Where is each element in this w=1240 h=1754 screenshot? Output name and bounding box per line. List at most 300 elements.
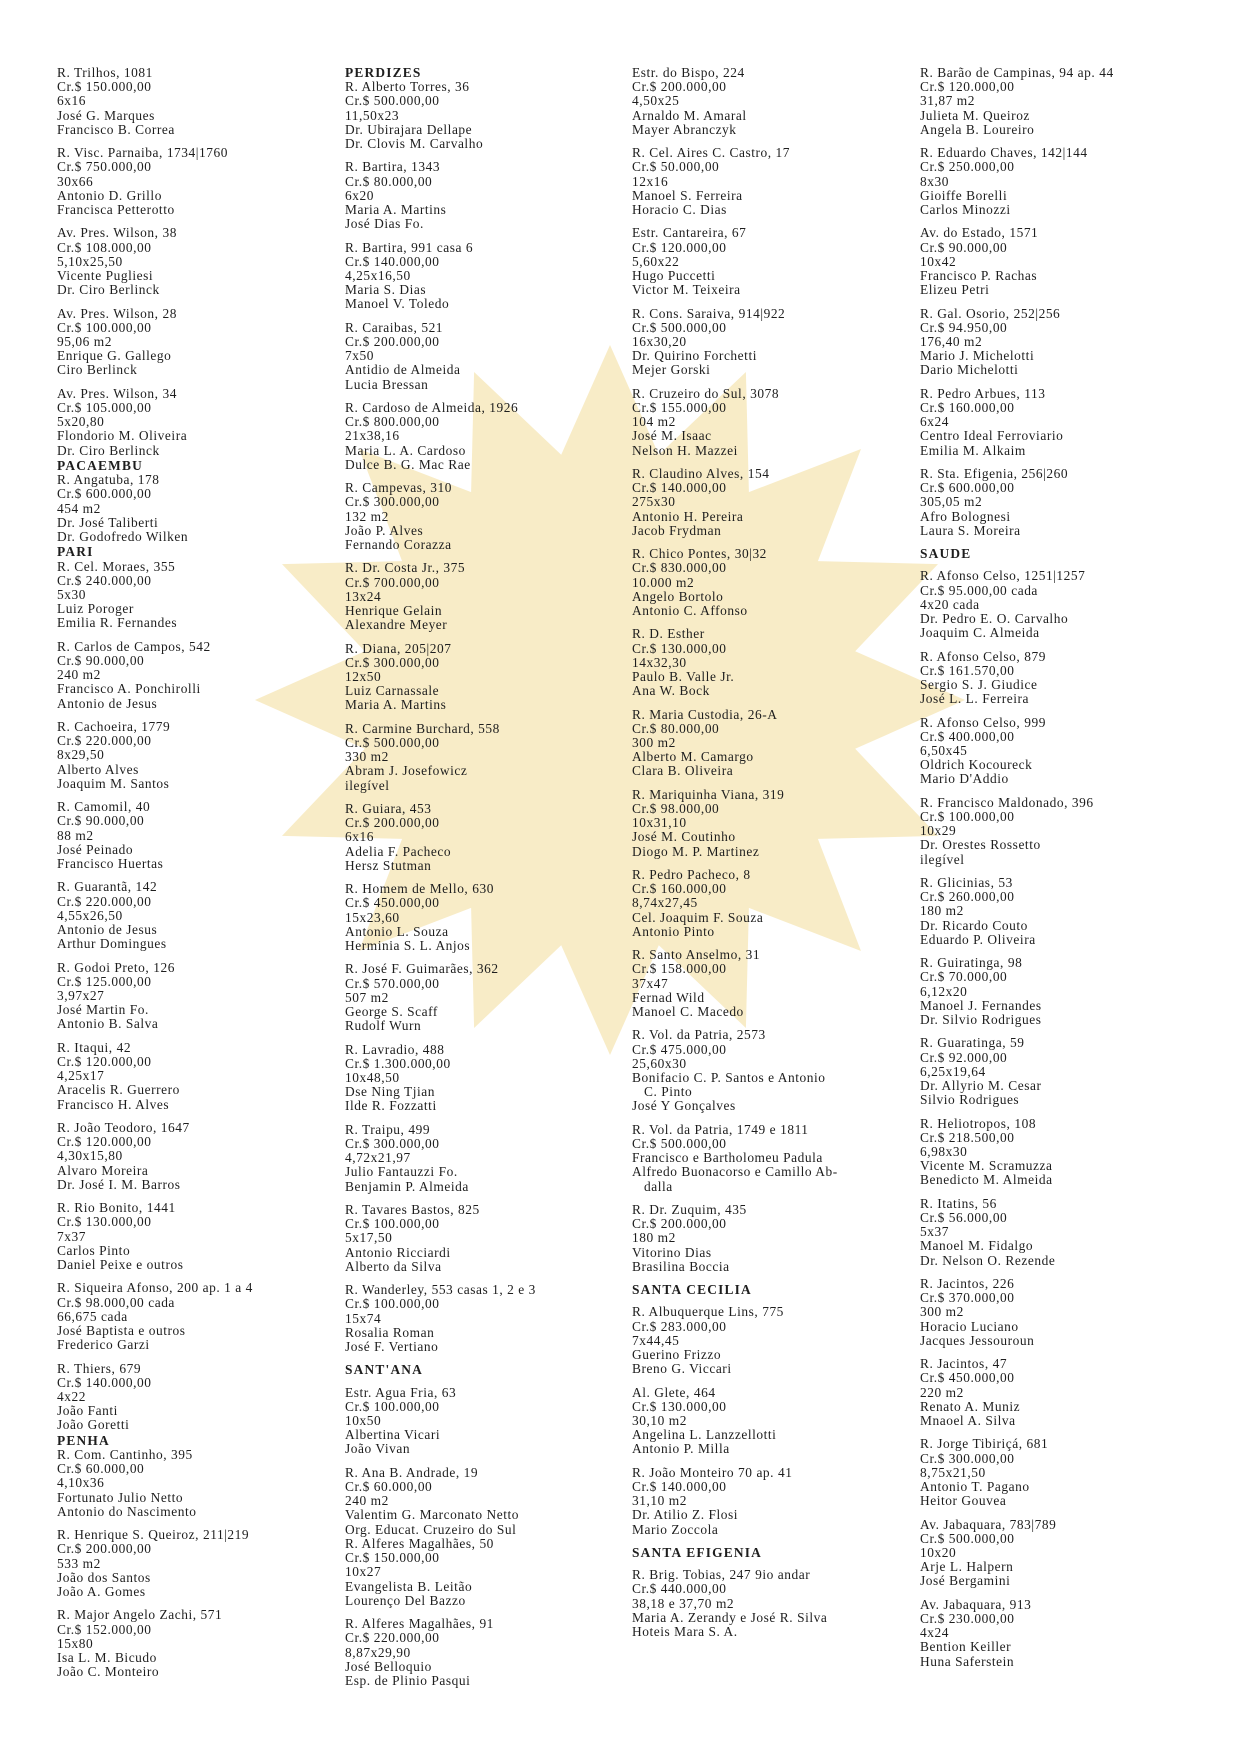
buyer-line: Manoel S. Ferreira xyxy=(632,187,743,203)
property-entry xyxy=(632,226,922,297)
buyer-line: Dr. Atilio Z. Flosi xyxy=(632,1507,739,1523)
price-line: Cr.$ 56.000,00 xyxy=(920,1210,1008,1226)
section-heading: PENHA xyxy=(57,1432,110,1448)
price-line: Cr.$ 220.000,00 xyxy=(345,1630,440,1646)
address-line: R. Diana, 205|207 xyxy=(345,640,452,656)
property-entry xyxy=(57,1121,325,1192)
seller-line: Angela B. Loureiro xyxy=(920,121,1035,137)
address-line: R. Godoi Preto, 126 xyxy=(57,959,175,975)
size-line: 220 m2 xyxy=(920,1384,964,1400)
price-line: Cr.$ 130.000,00 xyxy=(632,640,727,656)
seller-line: Dr. Silvio Rodrigues xyxy=(920,1012,1042,1028)
listing-column-3 xyxy=(632,66,922,1648)
price-line: Cr.$ 370.000,00 xyxy=(920,1290,1015,1306)
size-line: 15x23,60 xyxy=(345,909,400,925)
buyer-line: Maria L. A. Cardoso xyxy=(345,442,466,458)
property-entry xyxy=(920,146,1220,217)
address-line: Av. Jabaquara, 783|789 xyxy=(920,1516,1057,1532)
address-line: R. Eduardo Chaves, 142|144 xyxy=(920,145,1088,161)
buyer-line: Gioiffe Borelli xyxy=(920,187,1008,203)
size-line: 10x50 xyxy=(345,1413,382,1429)
seller-line: Francisco Huertas xyxy=(57,856,164,872)
seller-line: Antonio de Jesus xyxy=(57,695,158,711)
address-line: R. Alferes Magalhães, 50 xyxy=(345,1536,494,1552)
address-line: Av. Pres. Wilson, 38 xyxy=(57,225,177,241)
address-line: R. Alferes Magalhães, 91 xyxy=(345,1616,494,1632)
price-line: Cr.$ 130.000,00 xyxy=(57,1214,152,1230)
size-line: 5x20,80 xyxy=(57,414,105,430)
address-line: R. Wanderley, 553 casas 1, 2 e 3 xyxy=(345,1282,536,1298)
size-line: 132 m2 xyxy=(345,508,389,524)
property-entry xyxy=(920,1277,1220,1348)
address-line: R. Cel. Aires C. Castro, 17 xyxy=(632,145,791,161)
buyer-line: Cel. Joaquim F. Souza xyxy=(632,909,764,925)
seller-line: Manoel V. Toledo xyxy=(345,296,450,312)
size-line: 8,87x29,90 xyxy=(345,1644,411,1660)
size-line: 4,30x15,80 xyxy=(57,1148,123,1164)
buyer-line: Vicente Pugliesi xyxy=(57,268,154,284)
property-entry xyxy=(57,1201,325,1272)
price-line: Cr.$ 700.000,00 xyxy=(345,574,440,590)
size-line: 533 m2 xyxy=(57,1555,101,1571)
address-line: R. Mariquinha Viana, 319 xyxy=(632,786,785,802)
property-entry xyxy=(345,802,630,873)
seller-line: Horacio C. Dias xyxy=(632,202,727,218)
seller-line: Mnaoel A. Silva xyxy=(920,1413,1016,1429)
size-line: 11,50x23 xyxy=(345,107,400,123)
price-line: Cr.$ 600.000,00 xyxy=(57,486,152,502)
seller-line: Benedicto M. Almeida xyxy=(920,1172,1053,1188)
seller-line: Emilia R. Fernandes xyxy=(57,615,178,631)
seller-line: Mario Zoccola xyxy=(632,1521,719,1537)
size-line: 8,75x21,50 xyxy=(920,1464,986,1480)
seller-line: Joaquim C. Almeida xyxy=(920,625,1040,641)
address-line: R. Ana B. Andrade, 19 xyxy=(345,1464,479,1480)
price-line: Cr.$ 161.570,00 xyxy=(920,662,1015,678)
price-line: Cr.$ 1.300.000,00 xyxy=(345,1055,451,1071)
property-entry xyxy=(345,1386,630,1457)
seller-line: ilegível xyxy=(345,777,390,793)
property-entry xyxy=(57,720,325,791)
price-line: Cr.$ 60.000,00 xyxy=(345,1479,433,1495)
buyer-line: Antonio L. Souza xyxy=(345,923,449,939)
address-line: R. Jacintos, 226 xyxy=(920,1276,1015,1292)
property-entry xyxy=(920,569,1220,640)
buyer-line: Bonifacio C. P. Santos e Antonio xyxy=(632,1070,826,1086)
buyer-line: Evangelista B. Leitão xyxy=(345,1578,473,1594)
property-entry xyxy=(920,1357,1220,1428)
price-line: Cr.$ 120.000,00 xyxy=(632,239,727,255)
size-line: 4,50x25 xyxy=(632,93,680,109)
size-line: 10x31,10 xyxy=(632,815,687,831)
property-entry xyxy=(632,66,922,137)
size-line: 4,25x16,50 xyxy=(345,268,411,284)
address-line: R. Cruzeiro do Sul, 3078 xyxy=(632,385,780,401)
seller-line: João A. Gomes xyxy=(57,1584,146,1600)
size-line: 330 m2 xyxy=(345,749,389,765)
address-line: Estr. Cantareira, 67 xyxy=(632,225,747,241)
property-entry xyxy=(632,1466,922,1537)
seller-line: Lucia Bressan xyxy=(345,376,429,392)
property-entry xyxy=(345,561,630,632)
address-line: R. Sta. Efigenia, 256|260 xyxy=(920,466,1069,482)
address-line: Av. Pres. Wilson, 34 xyxy=(57,385,177,401)
price-line: Cr.$ 90.000,00 xyxy=(57,813,145,829)
address-line: R. Santo Anselmo, 31 xyxy=(632,947,761,963)
buyer-line: Paulo B. Valle Jr. xyxy=(632,669,735,685)
property-entry xyxy=(57,800,325,871)
section-heading: PACAEMBU xyxy=(57,458,143,474)
price-line: Cr.$ 570.000,00 xyxy=(345,975,440,991)
address-line: R. Heliotropos, 108 xyxy=(920,1115,1037,1131)
property-entry xyxy=(632,547,922,618)
seller-line: Hoteis Mara S. A. xyxy=(632,1624,738,1640)
property-entry xyxy=(632,1386,922,1457)
price-line: Cr.$ 150.000,00 xyxy=(345,1550,440,1566)
buyer-line: Enrique G. Gallego xyxy=(57,348,172,364)
buyer-line: José G. Marques xyxy=(57,107,155,123)
size-line: 6,25x19,64 xyxy=(920,1063,986,1079)
property-entry xyxy=(632,1203,922,1274)
buyer-line: Arnaldo M. Amaral xyxy=(632,107,747,123)
size-line: 240 m2 xyxy=(345,1493,389,1509)
buyer-line: Antonio Ricciardi xyxy=(345,1244,451,1260)
price-line: Cr.$ 230.000,00 xyxy=(920,1611,1015,1627)
listing-column-1 xyxy=(57,66,325,1689)
price-line: Cr.$ 80.000,00 xyxy=(345,173,433,189)
property-entry xyxy=(345,241,630,312)
size-line: 31,87 m2 xyxy=(920,93,975,109)
buyer-line: João Fanti xyxy=(57,1403,118,1419)
price-line: Cr.$ 220.000,00 xyxy=(57,893,152,909)
address-line: R. Albuquerque Lins, 775 xyxy=(632,1304,784,1320)
address-line: R. Jacintos, 47 xyxy=(920,1356,1008,1372)
seller-line: Huna Saferstein xyxy=(920,1653,1015,1669)
buyer-line: Alberto M. Camargo xyxy=(632,749,754,765)
seller-line: Jacob Frydman xyxy=(632,522,722,538)
price-line: Cr.$ 100.000,00 xyxy=(345,1398,440,1414)
price-line: Cr.$ 500.000,00 xyxy=(920,1530,1015,1546)
price-line: Cr.$ 200.000,00 xyxy=(57,1541,152,1557)
property-entry xyxy=(57,961,325,1032)
size-line: 95,06 m2 xyxy=(57,334,112,350)
address-line: R. Com. Cantinho, 395 xyxy=(57,1447,193,1463)
property-entry xyxy=(57,307,325,378)
address-line: R. Afonso Celso, 879 xyxy=(920,648,1046,664)
address-line: R. Traipu, 499 xyxy=(345,1121,431,1137)
size-line: 8x30 xyxy=(920,173,949,189)
property-entry xyxy=(632,868,922,939)
price-line: Cr.$ 150.000,00 xyxy=(57,79,152,95)
property-entry xyxy=(920,876,1220,947)
buyer-line: Angelo Bortolo xyxy=(632,588,724,604)
address-line: R. Guiratinga, 98 xyxy=(920,955,1023,971)
size-line: 25,60x30 xyxy=(632,1055,687,1071)
price-line: Cr.$ 100.000,00 xyxy=(345,1216,440,1232)
property-entry xyxy=(57,560,325,631)
address-line: R. Itaqui, 42 xyxy=(57,1039,132,1055)
seller-line: José Y Gonçalves xyxy=(632,1098,736,1114)
seller-line: Ciro Berlinck xyxy=(57,362,138,378)
size-line: 6x24 xyxy=(920,414,949,430)
size-line: 21x38,16 xyxy=(345,428,400,444)
address-line: R. Guarantã, 142 xyxy=(57,879,158,895)
price-line: Cr.$ 200.000,00 xyxy=(632,79,727,95)
price-line: Cr.$ 750.000,00 xyxy=(57,159,152,175)
size-line: 6x20 xyxy=(345,187,374,203)
price-line: Cr.$ 100.000,00 xyxy=(920,809,1015,825)
size-line: 5,10x25,50 xyxy=(57,253,123,269)
property-entry xyxy=(57,1448,325,1519)
price-line: Cr.$ 70.000,00 xyxy=(920,969,1008,985)
section-heading: SANT'ANA xyxy=(345,1362,424,1378)
seller-line: Diogo M. P. Martinez xyxy=(632,843,760,859)
property-entry xyxy=(345,1466,630,1537)
address-line: R. Campevas, 310 xyxy=(345,480,452,496)
seller-line: José L. L. Ferreira xyxy=(920,691,1029,707)
seller-line: Benjamin P. Almeida xyxy=(345,1178,469,1194)
property-entry xyxy=(920,1598,1220,1669)
seller-line: Maria A. Martins xyxy=(345,697,447,713)
address-line: R. Angatuba, 178 xyxy=(57,472,160,488)
buyer-line: Manoel J. Fernandes xyxy=(920,997,1042,1013)
buyer-line: Vicente M. Scramuzza xyxy=(920,1158,1053,1174)
seller-line: Alberto da Silva xyxy=(345,1258,442,1274)
price-line: Cr.$ 300.000,00 xyxy=(345,494,440,510)
buyer-line: Dr. Orestes Rossetto xyxy=(920,837,1041,853)
seller-line: Esp. de Plinio Pasqui xyxy=(345,1673,471,1689)
price-line: Cr.$ 98.000,00 cada xyxy=(57,1294,175,1310)
size-line: 7x37 xyxy=(57,1228,86,1244)
size-line: 38,18 e 37,70 m2 xyxy=(632,1595,735,1611)
section-heading: SANTA EFIGENIA xyxy=(632,1545,763,1561)
buyer-line: Albertina Vicari xyxy=(345,1427,441,1443)
buyer-line: José Martin Fo. xyxy=(57,1002,149,1018)
size-line: 6,12x20 xyxy=(920,983,968,999)
buyer-line: Alvaro Moreira xyxy=(57,1162,149,1178)
seller-line: Arthur Domingues xyxy=(57,936,167,952)
price-line: Cr.$ 100.000,00 xyxy=(345,1296,440,1312)
address-line: R. Lavradio, 488 xyxy=(345,1041,445,1057)
address-line: Av. Pres. Wilson, 28 xyxy=(57,305,177,321)
property-entry xyxy=(920,307,1220,378)
seller-line: João C. Monteiro xyxy=(57,1664,160,1680)
buyer-line: George S. Scaff xyxy=(345,1004,438,1020)
address-line: R. Cons. Saraiva, 914|922 xyxy=(632,305,786,321)
size-line: 10x20 xyxy=(920,1545,957,1561)
seller-line: Silvio Rodrigues xyxy=(920,1092,1020,1108)
address-line: R. Barão de Campinas, 94 ap. 44 xyxy=(920,65,1114,80)
address-line: R. Pedro Pacheco, 8 xyxy=(632,867,751,883)
property-entry xyxy=(345,1537,630,1608)
size-line: 12x50 xyxy=(345,669,382,685)
address-line: R. Visc. Parnaiba, 1734|1760 xyxy=(57,145,229,161)
address-line: R. José F. Guimarães, 362 xyxy=(345,961,499,977)
buyer-line: Flondorio M. Oliveira xyxy=(57,428,188,444)
buyer-line: Guerino Frizzo xyxy=(632,1347,722,1363)
size-line: 10.000 m2 xyxy=(632,574,695,590)
address-line: R. Maria Custodia, 26-A xyxy=(632,706,778,722)
buyer-line: Dr. Quirino Forchetti xyxy=(632,348,757,364)
buyer-line: Carlos Pinto xyxy=(57,1242,131,1258)
seller-line: João Vivan xyxy=(345,1441,411,1457)
seller-line: Dario Michelotti xyxy=(920,362,1019,378)
price-line: Cr.$ 500.000,00 xyxy=(632,1136,727,1152)
seller-line: Heitor Gouvea xyxy=(920,1493,1007,1509)
size-line: 30x66 xyxy=(57,173,94,189)
size-line: 12x16 xyxy=(632,173,669,189)
buyer-line: Oldrich Kocoureck xyxy=(920,757,1033,773)
size-line: 4x20 cada xyxy=(920,596,980,612)
seller-line: Francisco B. Correa xyxy=(57,121,175,137)
buyer-line: Julieta M. Queiroz xyxy=(920,107,1030,123)
buyer-line: Luiz Poroger xyxy=(57,601,134,617)
address-line: R. Chico Pontes, 30|32 xyxy=(632,546,767,562)
address-line: R. Cardoso de Almeida, 1926 xyxy=(345,400,519,416)
size-line: 8x29,50 xyxy=(57,747,105,763)
property-entry xyxy=(920,1036,1220,1107)
price-line: Cr.$ 100.000,00 xyxy=(57,319,152,335)
price-line: Cr.$ 500.000,00 xyxy=(632,319,727,335)
address-line: R. Trilhos, 1081 xyxy=(57,65,153,80)
buyer-line: Dr. Ricardo Couto xyxy=(920,917,1028,933)
size-line: 454 m2 xyxy=(57,500,101,516)
address-line: Av. Jabaquara, 913 xyxy=(920,1596,1032,1612)
buyer-line: Hugo Puccetti xyxy=(632,268,716,284)
size-line: 507 m2 xyxy=(345,989,389,1005)
seller-line: Frederico Garzi xyxy=(57,1337,150,1353)
property-entry xyxy=(345,1203,630,1274)
buyer-line: Maria A. Martins xyxy=(345,202,447,218)
seller-line: Jacques Jessouroun xyxy=(920,1332,1035,1348)
buyer-line: José M. Isaac xyxy=(632,428,712,444)
price-line: Cr.$ 160.000,00 xyxy=(920,400,1015,416)
address-line: R. Major Angelo Zachi, 571 xyxy=(57,1607,223,1623)
property-entry xyxy=(345,642,630,713)
price-line: Cr.$ 300.000,00 xyxy=(920,1450,1015,1466)
seller-line: Francisco H. Alves xyxy=(57,1096,170,1112)
price-line: Cr.$ 105.000,00 xyxy=(57,400,152,416)
listing-column-4 xyxy=(920,66,1220,1678)
buyer-line: Dr. Allyrio M. Cesar xyxy=(920,1078,1042,1094)
address-line: R. Jorge Tibiriçá, 681 xyxy=(920,1436,1049,1452)
buyer-line: Rosalia Roman xyxy=(345,1324,435,1340)
price-line: Cr.$ 80.000,00 xyxy=(632,720,720,736)
size-line: 176,40 m2 xyxy=(920,334,983,350)
price-line: Cr.$ 90.000,00 xyxy=(920,239,1008,255)
price-line: Cr.$ 500.000,00 xyxy=(345,735,440,751)
seller-line: Carlos Minozzi xyxy=(920,202,1011,218)
property-entry xyxy=(57,1041,325,1112)
seller-line: Herminia S. L. Anjos xyxy=(345,938,471,954)
property-entry xyxy=(920,650,1220,707)
property-entry xyxy=(57,146,325,217)
address-line: R. Carmine Burchard, 558 xyxy=(345,720,500,736)
buyer-line: Antidio de Almeida xyxy=(345,362,461,378)
price-line: Cr.$ 160.000,00 xyxy=(632,881,727,897)
seller-line: Clara B. Oliveira xyxy=(632,763,734,779)
address-line: R. Carlos de Campos, 542 xyxy=(57,638,211,654)
size-line: 4x22 xyxy=(57,1389,86,1405)
buyer-line: Francisco P. Rachas xyxy=(920,268,1038,284)
seller-line: Daniel Peixe e outros xyxy=(57,1257,184,1273)
size-line: 10x42 xyxy=(920,253,957,269)
buyer-line: Aracelis R. Guerrero xyxy=(57,1082,180,1098)
property-entry xyxy=(345,1043,630,1114)
price-line: Cr.$ 240.000,00 xyxy=(57,572,152,588)
buyer-line: Henrique Gelain xyxy=(345,603,443,619)
address-line: Estr. do Bispo, 224 xyxy=(632,65,745,80)
seller-line: Antonio P. Milla xyxy=(632,1441,730,1457)
property-entry xyxy=(57,66,325,137)
seller-line: Dulce B. G. Mac Rae xyxy=(345,456,471,472)
address-line: R. João Monteiro 70 ap. 41 xyxy=(632,1464,793,1480)
address-line: R. Vol. da Patria, 1749 e 1811 xyxy=(632,1121,809,1137)
price-line: Cr.$ 125.000,00 xyxy=(57,973,152,989)
price-line: Cr.$ 283.000,00 xyxy=(632,1318,727,1334)
section-heading: PARI xyxy=(57,544,94,560)
price-line: Cr.$ 94.950,00 xyxy=(920,319,1008,335)
property-entry xyxy=(632,788,922,859)
size-line: 6,98x30 xyxy=(920,1144,968,1160)
property-entry xyxy=(345,401,630,472)
size-line: 10x48,50 xyxy=(345,1070,400,1086)
property-entry xyxy=(632,948,922,1019)
price-line: Cr.$ 98.000,00 xyxy=(632,801,720,817)
address-line: R. Camomil, 40 xyxy=(57,799,151,815)
price-line: Cr.$ 158.000,00 xyxy=(632,961,727,977)
size-line: 15x80 xyxy=(57,1635,94,1651)
size-line: 305,05 m2 xyxy=(920,494,983,510)
address-line: R. Brig. Tobias, 247 9io andar xyxy=(632,1567,811,1583)
size-line: 104 m2 xyxy=(632,414,676,430)
address-line: R. Rio Bonito, 1441 xyxy=(57,1200,176,1216)
size-line: 4,72x21,97 xyxy=(345,1150,411,1166)
size-line: 3,97x27 xyxy=(57,988,105,1004)
address-line: R. Itatins, 56 xyxy=(920,1195,997,1211)
price-line: Cr.$ 120.000,00 xyxy=(57,1054,152,1070)
seller-line: Joaquim M. Santos xyxy=(57,775,170,791)
size-line: 4,55x26,50 xyxy=(57,907,123,923)
size-line: 4,10x36 xyxy=(57,1475,105,1491)
buyer-line: Vitorino Dias xyxy=(632,1244,712,1260)
address-line: Av. do Estado, 1571 xyxy=(920,225,1039,241)
price-line: Cr.$ 92.000,00 xyxy=(920,1049,1008,1065)
size-line: 13x24 xyxy=(345,588,382,604)
property-entry xyxy=(57,387,325,458)
size-line: 16x30,20 xyxy=(632,334,687,350)
address-line: R. D. Esther xyxy=(632,626,705,642)
seller-line: Org. Educat. Cruzeiro do Sul xyxy=(345,1521,517,1537)
property-entry xyxy=(345,321,630,392)
section-heading: SANTA CECILIA xyxy=(632,1282,752,1298)
size-line: 5x37 xyxy=(920,1224,949,1240)
buyer-line-continued: C. Pinto xyxy=(644,1084,693,1100)
property-entry xyxy=(57,226,325,297)
size-line: 30,10 m2 xyxy=(632,1413,687,1429)
seller-line: Dr. Clovis M. Carvalho xyxy=(345,136,484,152)
price-line: Cr.$ 200.000,00 xyxy=(345,815,440,831)
seller-line: Lourenço Del Bazzo xyxy=(345,1592,466,1608)
seller-line: Elizeu Petri xyxy=(920,282,990,298)
buyer-line: Abram J. Josefowicz xyxy=(345,763,468,779)
seller-line: Manoel C. Macedo xyxy=(632,1004,744,1020)
size-line: 7x50 xyxy=(345,348,374,364)
address-line: R. Gal. Osorio, 252|256 xyxy=(920,305,1061,321)
price-line: Cr.$ 152.000,00 xyxy=(57,1621,152,1637)
seller-line: Antonio do Nascimento xyxy=(57,1503,197,1519)
seller-line: José Dias Fo. xyxy=(345,216,424,232)
